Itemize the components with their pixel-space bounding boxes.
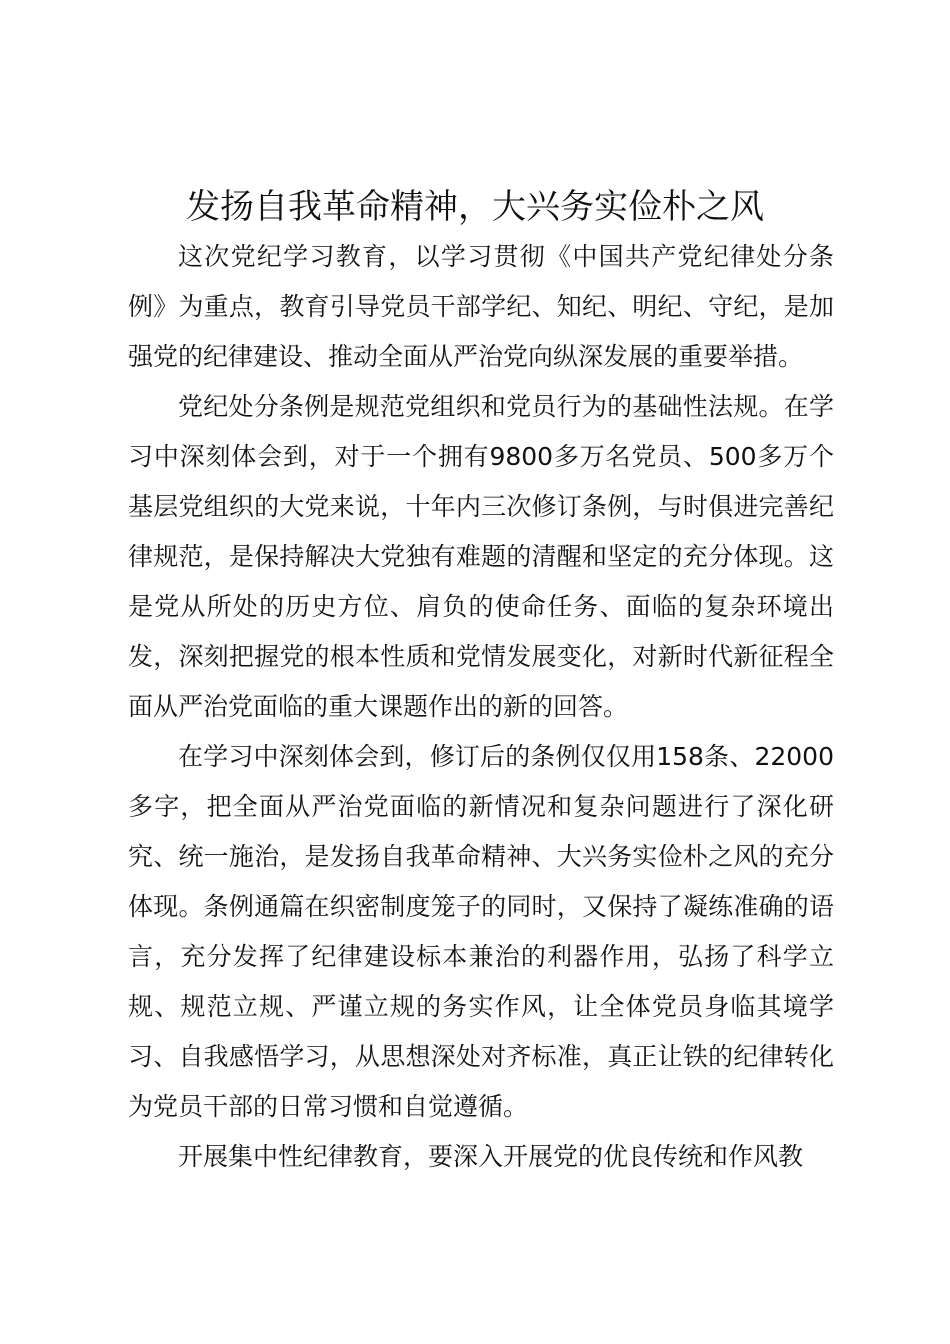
paragraph-4: 开展集中性纪律教育，要深入开展党的优良传统和作风教 — [178, 1142, 804, 1171]
paragraph-1: 这次党纪学习教育，以学习贯彻《中国共产党纪律处分条例》为重点，教育引导党员干部学纪、知纪、明纪、守纪，是加强党的纪律建设、推动全面从严治党向纵深发展的重要举措。 — [128, 242, 834, 371]
document-title: 发扬自我革命精神，大兴务实俭朴之风 — [186, 187, 764, 227]
paragraph-3: 在学习中深刻体会到，修订后的条例仅仅用158条、22000多字，把全面从严治党面临的新情况和复杂问题进行了深化研究、统一施治，是发扬自我革命精神、大兴务实俭朴之风的充分体现。条例通篇在织密制度笼子的同时，又保持了凝练准确的语言，充分发挥了纪律建设标本兼治的利器作用，弘扬了科学立规、规范立规、严谨立规的务实作风，让全体党员身临其境学习、自我感悟学习，从思想深处对齐标准，真正让铁的纪律转化为党员干部的日常习惯和自觉遵循。 — [128, 742, 834, 1121]
document-body — [128, 232, 834, 1182]
paragraph-2: 党纪处分条例是规范党组织和党员行为的基础性法规。在学习中深刻体会到，对于一个拥有9800多万名党员、500多万个基层党组织的大党来说，十年内三次修订条例，与时俱进完善纪律规范，是保持解决大党独有难题的清醒和坚定的充分体现。这是党从所处的历史方位、肩负的使命任务、面临的复杂环境出发，深刻把握党的根本性质和党情发展变化，对新时代新征程全面从严治党面临的重大课题作出的新的回答。 — [128, 392, 834, 721]
